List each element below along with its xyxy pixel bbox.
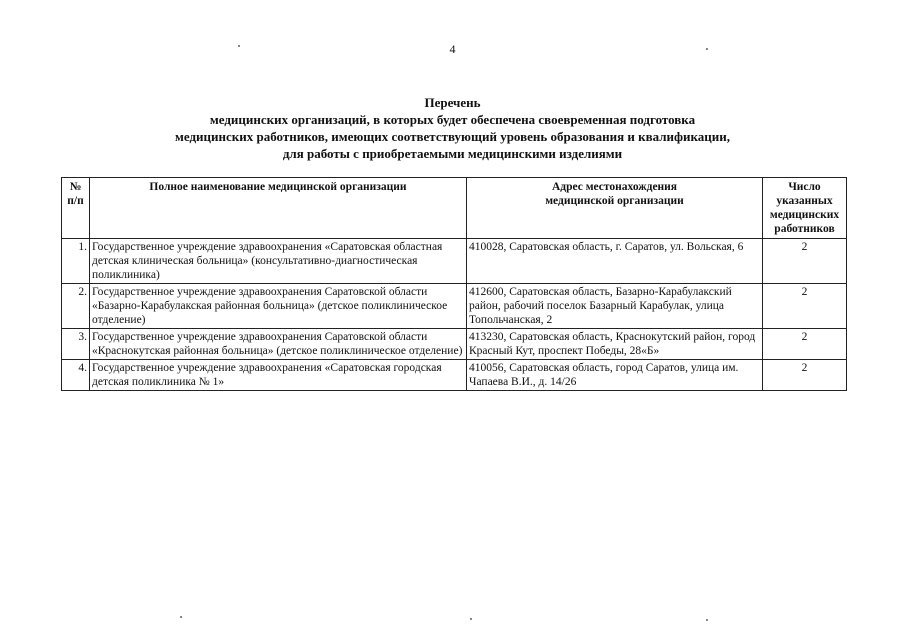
header-number xyxy=(62,178,90,239)
scan-speck xyxy=(180,616,182,618)
scan-speck xyxy=(238,45,240,47)
worker-count: 2 xyxy=(763,360,847,391)
header-count-line-4: работников xyxy=(774,223,835,235)
title-line-4: для работы с приобретаемыми медицинскими изделиями xyxy=(282,146,623,161)
organization-name: Государственное учреждение здравоохранения Саратовской области «Базарно-Карабулакская районная больница» (детское поликлиническое отделение) xyxy=(90,284,467,329)
table-row xyxy=(62,329,847,360)
row-number: 1. xyxy=(62,239,90,284)
header-address-line-1: Адрес местонахождения xyxy=(551,181,678,193)
organization-address: 412600, Саратовская область, Базарно-Карабулакский район, рабочий поселок Базарный Карабулак, улица Топольчанская, 2 xyxy=(467,284,763,329)
document-title xyxy=(60,94,845,162)
organization-name: Государственное учреждение здравоохранения «Саратовская областная детская клиническая больница» (консультативно-диагностическая поликлиника) xyxy=(90,239,467,284)
header-count-line-1: Число xyxy=(788,181,821,193)
title-line-1: Перечень xyxy=(424,95,481,110)
scan-speck xyxy=(706,48,708,50)
header-number-line-1: № xyxy=(69,181,82,193)
organization-name: Государственное учреждение здравоохранения «Саратовская городская детская поликлиника № 1» xyxy=(90,360,467,391)
row-number: 3. xyxy=(62,329,90,360)
organization-address: 413230, Саратовская область, Краснокутский район, город Красный Кут, проспект Победы, 28«Б» xyxy=(467,329,763,360)
row-number: 4. xyxy=(62,360,90,391)
organization-name: Государственное учреждение здравоохранения Саратовской области «Краснокутская районная больница» (детское поликлиническое отделение) xyxy=(90,329,467,360)
header-count-line-3: медицинских xyxy=(769,209,840,221)
header-organization-name: Полное наименование медицинской организации xyxy=(90,178,467,239)
worker-count: 2 xyxy=(763,284,847,329)
header-address-line-2: медицинской организации xyxy=(545,195,684,207)
worker-count: 2 xyxy=(763,239,847,284)
worker-count: 2 xyxy=(763,329,847,360)
scan-speck xyxy=(470,618,472,620)
page-number: 4 xyxy=(449,42,456,56)
table-row xyxy=(62,239,847,284)
table-row xyxy=(62,284,847,329)
row-number: 2. xyxy=(62,284,90,329)
organization-address: 410056, Саратовская область, город Саратов, улица им. Чапаева В.И., д. 14/26 xyxy=(467,360,763,391)
title-line-3: медицинских работников, имеющих соответствующий уровень образования и квалификации, xyxy=(174,129,730,144)
organizations-table xyxy=(61,177,847,391)
table-row xyxy=(62,360,847,391)
header-number-line-2: п/п xyxy=(67,195,84,207)
table-header-row xyxy=(62,178,847,239)
header-worker-count xyxy=(763,178,847,239)
header-address xyxy=(467,178,763,239)
organization-address: 410028, Саратовская область, г. Саратов, ул. Вольская, 6 xyxy=(467,239,763,284)
scan-speck xyxy=(706,619,708,621)
title-line-2: медицинских организаций, в которых будет обеспечена своевременная подготовка xyxy=(209,112,696,127)
header-count-line-2: указанных xyxy=(776,195,833,207)
